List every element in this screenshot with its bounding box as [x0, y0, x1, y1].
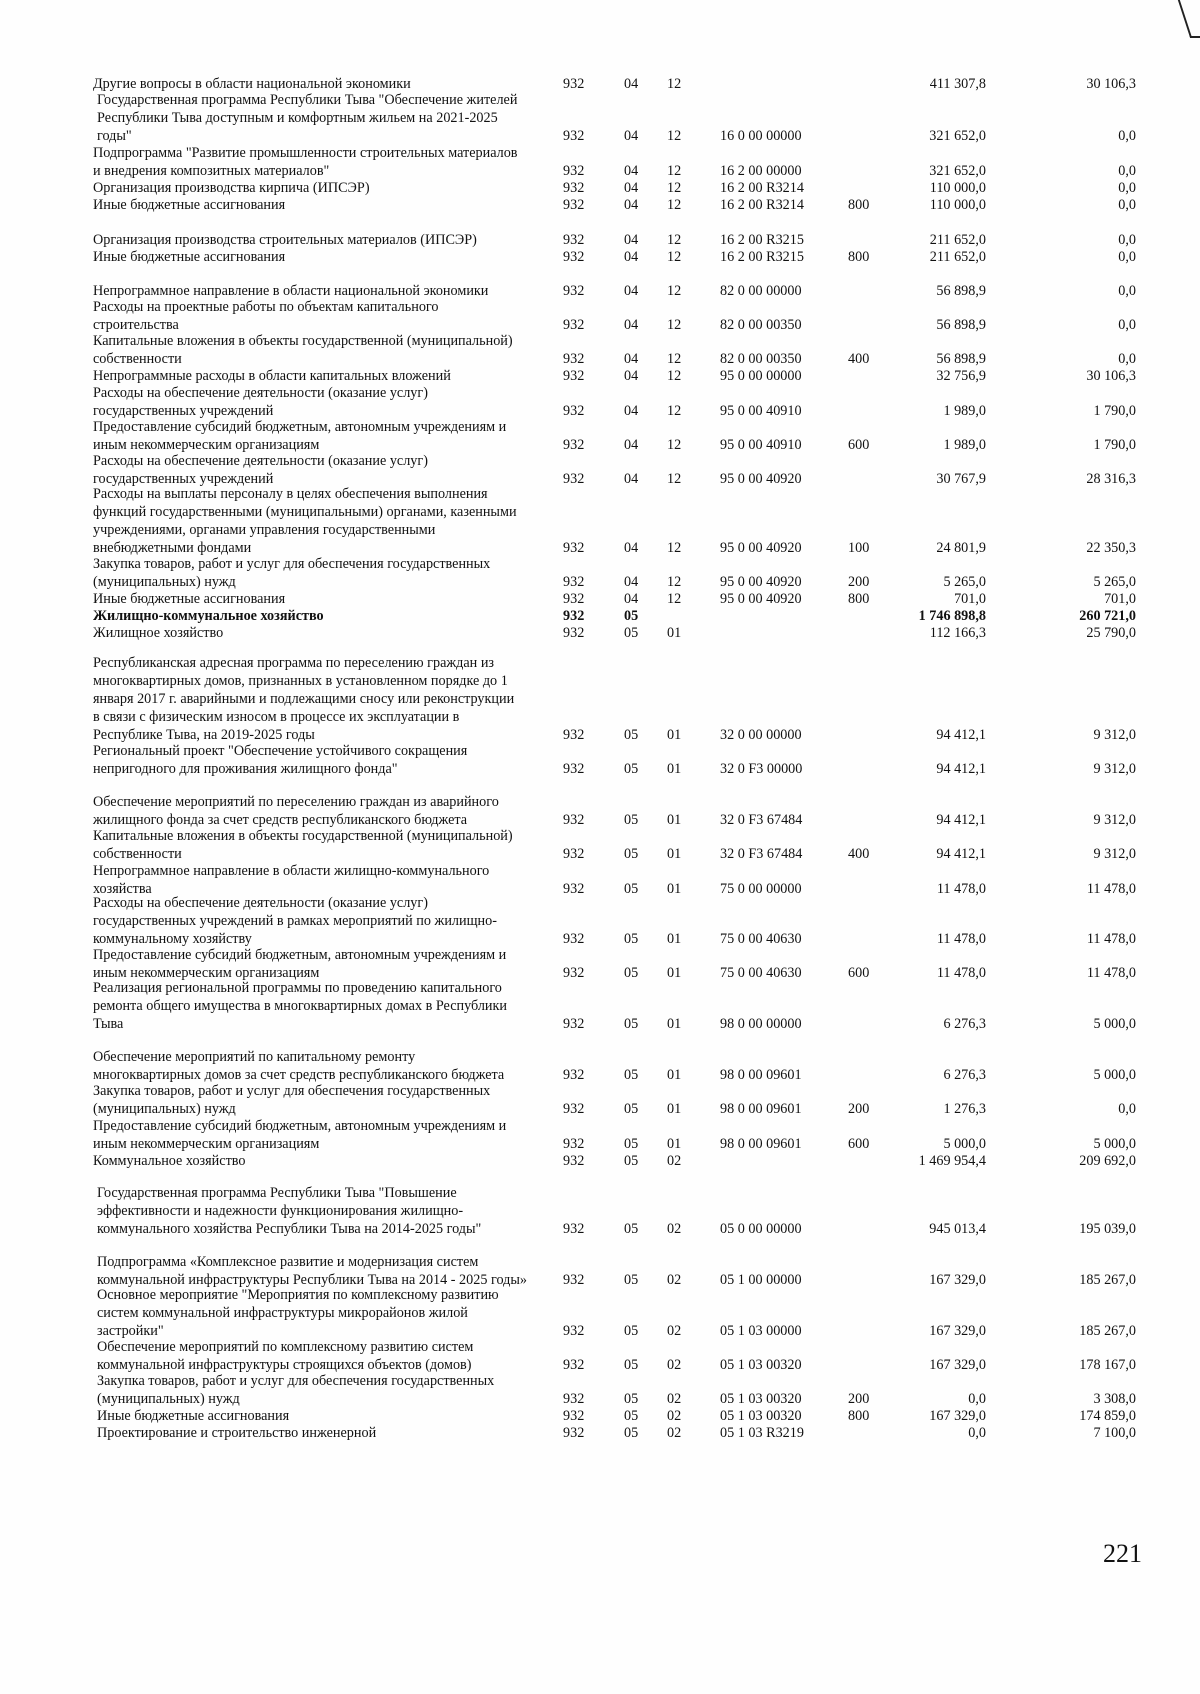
amount-year-1: 30 767,9: [936, 471, 986, 487]
row-name: Непрограммные расходы в области капитальных вложений: [93, 368, 451, 384]
code-expense-type: 600: [848, 965, 870, 981]
code-target: 95 0 00 40920: [720, 574, 802, 590]
amount-year-1: 167 329,0: [929, 1408, 986, 1424]
code-admin: 932: [563, 128, 585, 144]
code-expense-type: 200: [848, 1101, 870, 1117]
row-name: Обеспечение мероприятий по комплексному развитию систем коммунальной инфраструктуры строящихся объектов (домов): [97, 1339, 474, 1373]
code-target: 82 0 00 00350: [720, 317, 802, 333]
code-subsection: 02: [667, 1357, 682, 1373]
code-subsection: 02: [667, 1272, 682, 1288]
code-subsection: 01: [667, 1067, 682, 1083]
code-target: 82 0 00 00350: [720, 351, 802, 367]
code-admin: 932: [563, 471, 585, 487]
row-name: Непрограммное направление в области жилищно-коммунального хозяйства: [93, 863, 490, 897]
amount-year-2: 25 790,0: [1086, 625, 1136, 641]
code-subsection: 12: [667, 249, 682, 265]
code-subsection: 02: [667, 1153, 682, 1169]
code-section: 04: [624, 249, 639, 265]
amount-year-2: 1 790,0: [1093, 437, 1136, 453]
amount-year-1: 321 652,0: [929, 128, 986, 144]
code-subsection: 12: [667, 368, 682, 384]
code-admin: 932: [563, 283, 585, 299]
row-name: Государственная программа Республики Тыва "Обеспечение жителей Республики Тыва доступным и комфортным жильем на 2021-2025 годы": [97, 92, 518, 144]
row-name: Коммунальное хозяйство: [93, 1153, 246, 1169]
row-name: Расходы на выплаты персоналу в целях обеспечения выполнения функций государственными (муниципальными) органами, казенными учреждениями, органами управления государственными внебюджетными фондами: [93, 486, 517, 556]
code-subsection: 02: [667, 1221, 682, 1237]
code-target: 98 0 00 09601: [720, 1101, 802, 1117]
code-section: 05: [624, 1272, 639, 1288]
code-admin: 932: [563, 591, 585, 607]
code-section: 05: [624, 1221, 639, 1237]
row-name: Расходы на проектные работы по объектам капитального строительства: [93, 299, 439, 333]
code-section: 05: [624, 931, 639, 947]
amount-year-1: 56 898,9: [936, 317, 986, 333]
amount-year-1: 1 746 898,8: [918, 608, 986, 624]
code-subsection: 12: [667, 351, 682, 367]
amount-year-2: 0,0: [1118, 249, 1136, 265]
code-subsection: 01: [667, 812, 682, 828]
amount-year-1: 5 265,0: [943, 574, 986, 590]
row-name: Подпрограмма «Комплексное развитие и модернизация систем коммунальной инфраструктуры Республики Тыва на 2014 - 2025 годы»: [97, 1254, 527, 1288]
code-expense-type: 800: [848, 591, 870, 607]
row-name: Иные бюджетные ассигнования: [97, 1408, 290, 1424]
code-admin: 932: [563, 1272, 585, 1288]
amount-year-2: 30 106,3: [1086, 76, 1136, 92]
code-target: 32 0 F3 67484: [720, 846, 803, 862]
row-name: Предоставление субсидий бюджетным, автономным учреждениям и иным некоммерческим организациям: [93, 1118, 507, 1152]
code-subsection: 01: [667, 965, 682, 981]
code-expense-type: 800: [848, 197, 870, 213]
code-subsection: 12: [667, 76, 682, 92]
code-subsection: 01: [667, 846, 682, 862]
code-subsection: 12: [667, 540, 682, 556]
amount-year-1: 167 329,0: [929, 1272, 986, 1288]
amount-year-2: 3 308,0: [1093, 1391, 1136, 1407]
code-section: 05: [624, 1391, 639, 1407]
code-admin: 932: [563, 1357, 585, 1373]
row-name: Расходы на обеспечение деятельности (оказание услуг) государственных учреждений: [93, 385, 428, 419]
amount-year-2: 0,0: [1118, 128, 1136, 144]
amount-year-2: 0,0: [1118, 1101, 1136, 1117]
code-target: 32 0 F3 67484: [720, 812, 803, 828]
code-subsection: 02: [667, 1408, 682, 1424]
amount-year-1: 94 412,1: [936, 761, 986, 777]
code-subsection: 01: [667, 1136, 682, 1152]
code-section: 05: [624, 1323, 639, 1339]
row-name: Организация производства кирпича (ИПСЭР): [93, 180, 370, 196]
code-section: 05: [624, 965, 639, 981]
code-admin: 932: [563, 76, 585, 92]
row-name: Государственная программа Республики Тыва "Повышение эффективности и надежности функционирования жилищно-коммунального хозяйства Республики Тыва на 2014-2025 годы": [97, 1185, 482, 1237]
amount-year-1: 6 276,3: [943, 1016, 986, 1032]
code-subsection: 12: [667, 197, 682, 213]
row-name: Расходы на обеспечение деятельности (оказание услуг) государственных учреждений в рамках мероприятий по жилищно-коммунальному хозяйству: [93, 895, 497, 947]
code-subsection: 01: [667, 761, 682, 777]
row-name: Закупка товаров, работ и услуг для обеспечения государственных (муниципальных) нужд: [93, 1083, 491, 1117]
code-admin: 932: [563, 1153, 585, 1169]
code-expense-type: 800: [848, 1408, 870, 1424]
amount-year-1: 94 412,1: [936, 846, 986, 862]
row-name: Организация производства строительных материалов (ИПСЭР): [93, 232, 477, 248]
amount-year-1: 112 166,3: [929, 625, 986, 641]
amount-year-2: 0,0: [1118, 232, 1136, 248]
code-admin: 932: [563, 812, 585, 828]
row-name: Капитальные вложения в объекты государственной (муниципальной) собственности: [93, 333, 513, 367]
code-target: 16 2 00 00000: [720, 163, 802, 179]
amount-year-2: 1 790,0: [1093, 403, 1136, 419]
amount-year-1: 211 652,0: [929, 249, 986, 265]
code-subsection: 02: [667, 1323, 682, 1339]
amount-year-2: 178 167,0: [1079, 1357, 1136, 1373]
code-section: 04: [624, 574, 639, 590]
code-section: 04: [624, 591, 639, 607]
row-name: Иные бюджетные ассигнования: [93, 591, 286, 607]
code-expense-type: 800: [848, 249, 870, 265]
code-section: 04: [624, 128, 639, 144]
code-expense-type: 400: [848, 846, 870, 862]
row-name: Иные бюджетные ассигнования: [93, 197, 286, 213]
row-name: Закупка товаров, работ и услуг для обеспечения государственных (муниципальных) нужд: [93, 556, 491, 590]
row-name: Закупка товаров, работ и услуг для обеспечения государственных (муниципальных) нужд: [97, 1373, 495, 1407]
code-expense-type: 100: [848, 540, 870, 556]
code-target: 75 0 00 40630: [720, 931, 802, 947]
code-target: 95 0 00 00000: [720, 368, 802, 384]
code-subsection: 12: [667, 128, 682, 144]
code-section: 05: [624, 1153, 639, 1169]
code-target: 95 0 00 40910: [720, 403, 802, 419]
code-admin: 932: [563, 846, 585, 862]
code-target: 98 0 00 09601: [720, 1067, 802, 1083]
code-target: 32 0 F3 00000: [720, 761, 803, 777]
amount-year-2: 30 106,3: [1086, 368, 1136, 384]
code-admin: 932: [563, 1067, 585, 1083]
code-admin: 932: [563, 761, 585, 777]
row-name: Подпрограмма "Развитие промышленности строительных материалов и внедрения композитных материалов": [93, 145, 518, 179]
row-name: Проектирование и строительство инженерной: [97, 1425, 377, 1441]
amount-year-2: 701,0: [1104, 591, 1136, 607]
code-admin: 932: [563, 163, 585, 179]
amount-year-1: 56 898,9: [936, 351, 986, 367]
code-target: 16 2 00 R3214: [720, 180, 804, 196]
amount-year-1: 94 412,1: [936, 727, 986, 743]
code-expense-type: 600: [848, 1136, 870, 1152]
row-name: Жилищное хозяйство: [93, 625, 224, 641]
code-target: 16 2 00 R3215: [720, 249, 804, 265]
page-number: 221: [1103, 1539, 1142, 1568]
code-target: 16 2 00 R3214: [720, 197, 804, 213]
code-section: 04: [624, 471, 639, 487]
code-target: 95 0 00 40910: [720, 437, 802, 453]
code-subsection: 01: [667, 625, 682, 641]
code-admin: 932: [563, 931, 585, 947]
amount-year-1: 211 652,0: [929, 232, 986, 248]
code-admin: 932: [563, 1323, 585, 1339]
amount-year-2: 0,0: [1118, 351, 1136, 367]
code-admin: 932: [563, 1391, 585, 1407]
code-admin: 932: [563, 1101, 585, 1117]
amount-year-1: 6 276,3: [943, 1067, 986, 1083]
code-section: 04: [624, 283, 639, 299]
amount-year-1: 94 412,1: [936, 812, 986, 828]
code-section: 04: [624, 403, 639, 419]
code-section: 04: [624, 368, 639, 384]
amount-year-2: 0,0: [1118, 163, 1136, 179]
code-target: 05 1 03 00000: [720, 1323, 802, 1339]
code-subsection: 01: [667, 881, 682, 897]
code-target: 82 0 00 00000: [720, 283, 802, 299]
amount-year-1: 11 478,0: [936, 965, 986, 981]
row-name: Капитальные вложения в объекты государственной (муниципальной) собственности: [93, 828, 513, 862]
code-subsection: 12: [667, 471, 682, 487]
code-admin: 932: [563, 1408, 585, 1424]
amount-year-2: 9 312,0: [1093, 761, 1136, 777]
code-section: 04: [624, 163, 639, 179]
amount-year-1: 110 000,0: [929, 180, 986, 196]
code-subsection: 01: [667, 727, 682, 743]
amount-year-2: 174 859,0: [1079, 1408, 1136, 1424]
code-admin: 932: [563, 351, 585, 367]
code-section: 05: [624, 727, 639, 743]
code-admin: 932: [563, 1136, 585, 1152]
row-name: Предоставление субсидий бюджетным, автономным учреждениям и иным некоммерческим организациям: [93, 419, 507, 453]
code-subsection: 12: [667, 283, 682, 299]
amount-year-2: 185 267,0: [1079, 1323, 1136, 1339]
code-section: 04: [624, 540, 639, 556]
code-admin: 932: [563, 1016, 585, 1032]
code-subsection: 12: [667, 403, 682, 419]
amount-year-1: 1 989,0: [943, 437, 986, 453]
amount-year-2: 0,0: [1118, 180, 1136, 196]
amount-year-1: 1 276,3: [943, 1101, 986, 1117]
code-section: 05: [624, 1101, 639, 1117]
amount-year-1: 110 000,0: [929, 197, 986, 213]
amount-year-1: 167 329,0: [929, 1323, 986, 1339]
row-name: Региональный проект "Обеспечение устойчивого сокращения непригодного для проживания жилищного фонда": [93, 743, 468, 777]
code-admin: 932: [563, 574, 585, 590]
code-subsection: 12: [667, 317, 682, 333]
code-section: 04: [624, 76, 639, 92]
code-section: 05: [624, 1425, 639, 1441]
code-section: 05: [624, 1357, 639, 1373]
amount-year-2: 209 692,0: [1079, 1153, 1136, 1169]
code-section: 05: [624, 812, 639, 828]
code-admin: 932: [563, 608, 585, 624]
amount-year-1: 0,0: [968, 1391, 986, 1407]
amount-year-2: 5 000,0: [1093, 1067, 1136, 1083]
code-subsection: 12: [667, 163, 682, 179]
code-section: 05: [624, 1408, 639, 1424]
amount-year-1: 167 329,0: [929, 1357, 986, 1373]
code-admin: 932: [563, 403, 585, 419]
code-target: 16 0 00 00000: [720, 128, 802, 144]
amount-year-2: 260 721,0: [1079, 608, 1136, 624]
amount-year-2: 185 267,0: [1079, 1272, 1136, 1288]
amount-year-1: 945 013,4: [929, 1221, 986, 1237]
amount-year-2: 9 312,0: [1093, 727, 1136, 743]
amount-year-2: 22 350,3: [1086, 540, 1136, 556]
code-section: 05: [624, 761, 639, 777]
code-target: 95 0 00 40920: [720, 471, 802, 487]
code-subsection: 01: [667, 931, 682, 947]
row-name: Основное мероприятие "Мероприятия по комплексному развитию систем коммунальной инфраструктуры микрорайонов жилой застройки": [97, 1287, 499, 1339]
row-name: Иные бюджетные ассигнования: [93, 249, 286, 265]
amount-year-1: 321 652,0: [929, 163, 986, 179]
code-admin: 932: [563, 1221, 585, 1237]
code-target: 05 1 03 R3219: [720, 1425, 804, 1441]
code-admin: 932: [563, 180, 585, 196]
amount-year-2: 5 000,0: [1093, 1016, 1136, 1032]
code-target: 32 0 00 00000: [720, 727, 802, 743]
amount-year-2: 0,0: [1118, 283, 1136, 299]
row-name: Обеспечение мероприятий по капитальному ремонту многоквартирных домов за счет средств республиканского бюджета: [93, 1049, 505, 1083]
row-name: Предоставление субсидий бюджетным, автономным учреждениям и иным некоммерческим организациям: [93, 947, 507, 981]
code-admin: 932: [563, 881, 585, 897]
amount-year-2: 5 265,0: [1093, 574, 1136, 590]
amount-year-1: 701,0: [954, 591, 986, 607]
code-target: 05 1 03 00320: [720, 1408, 802, 1424]
amount-year-2: 11 478,0: [1086, 881, 1136, 897]
code-admin: 932: [563, 317, 585, 333]
amount-year-1: 24 801,9: [936, 540, 986, 556]
code-section: 05: [624, 625, 639, 641]
code-admin: 932: [563, 727, 585, 743]
amount-year-1: 1 989,0: [943, 403, 986, 419]
amount-year-1: 11 478,0: [936, 931, 986, 947]
amount-year-2: 0,0: [1118, 197, 1136, 213]
code-section: 04: [624, 317, 639, 333]
code-subsection: 02: [667, 1391, 682, 1407]
code-admin: 932: [563, 368, 585, 384]
code-subsection: 12: [667, 591, 682, 607]
code-section: 05: [624, 608, 639, 624]
amount-year-1: 32 756,9: [936, 368, 986, 384]
code-admin: 932: [563, 540, 585, 556]
amount-year-2: 11 478,0: [1086, 965, 1136, 981]
row-name: Жилищно-коммунальное хозяйство: [93, 608, 324, 624]
code-section: 05: [624, 1016, 639, 1032]
amount-year-1: 11 478,0: [936, 881, 986, 897]
code-section: 05: [624, 1136, 639, 1152]
code-section: 04: [624, 180, 639, 196]
amount-year-2: 11 478,0: [1086, 931, 1136, 947]
row-name: Расходы на обеспечение деятельности (оказание услуг) государственных учреждений: [93, 453, 428, 487]
code-admin: 932: [563, 232, 585, 248]
amount-year-2: 9 312,0: [1093, 812, 1136, 828]
code-subsection: 12: [667, 180, 682, 196]
code-section: 05: [624, 1067, 639, 1083]
code-admin: 932: [563, 625, 585, 641]
code-target: 16 2 00 R3215: [720, 232, 804, 248]
row-name: Обеспечение мероприятий по переселению граждан из аварийного жилищного фонда за счет средств республиканского бюджета: [93, 794, 499, 828]
code-subsection: 12: [667, 437, 682, 453]
code-subsection: 01: [667, 1101, 682, 1117]
code-target: 05 1 03 00320: [720, 1357, 802, 1373]
code-expense-type: 400: [848, 351, 870, 367]
code-admin: 932: [563, 249, 585, 265]
code-subsection: 01: [667, 1016, 682, 1032]
code-target: 98 0 00 00000: [720, 1016, 802, 1032]
code-target: 95 0 00 40920: [720, 540, 802, 556]
code-admin: 932: [563, 1425, 585, 1441]
amount-year-2: 0,0: [1118, 317, 1136, 333]
code-section: 04: [624, 437, 639, 453]
row-name: Другие вопросы в области национальной экономики: [93, 76, 411, 92]
amount-year-1: 0,0: [968, 1425, 986, 1441]
code-target: 75 0 00 40630: [720, 965, 802, 981]
code-expense-type: 200: [848, 574, 870, 590]
code-expense-type: 600: [848, 437, 870, 453]
code-target: 05 1 03 00320: [720, 1391, 802, 1407]
code-admin: 932: [563, 437, 585, 453]
code-target: 95 0 00 40920: [720, 591, 802, 607]
code-target: 75 0 00 00000: [720, 881, 802, 897]
code-subsection: 12: [667, 232, 682, 248]
code-section: 05: [624, 881, 639, 897]
row-name: Республиканская адресная программа по переселению граждан из многоквартирных домов, признанных в установленном порядке до 1 января 2017 г. аварийными и подлежащими сносу или реконструкции в связи с физическим износом в процессе их эксплуатации в Республике Тыва, на 2019-2025 годы: [93, 655, 515, 743]
code-admin: 932: [563, 197, 585, 213]
row-name: Реализация региональной программы по проведению капитального ремонта общего имущества в многоквартирных домах в Республики Тыва: [93, 980, 508, 1032]
amount-year-1: 56 898,9: [936, 283, 986, 299]
amount-year-2: 28 316,3: [1086, 471, 1136, 487]
row-name: Непрограммное направление в области национальной экономики: [93, 283, 489, 299]
amount-year-2: 9 312,0: [1093, 846, 1136, 862]
amount-year-2: 5 000,0: [1093, 1136, 1136, 1152]
code-section: 04: [624, 351, 639, 367]
code-target: 05 0 00 00000: [720, 1221, 802, 1237]
amount-year-2: 195 039,0: [1079, 1221, 1136, 1237]
amount-year-1: 1 469 954,4: [918, 1153, 986, 1169]
code-target: 98 0 00 09601: [720, 1136, 802, 1152]
code-subsection: 02: [667, 1425, 682, 1441]
code-target: 05 1 00 00000: [720, 1272, 802, 1288]
code-admin: 932: [563, 965, 585, 981]
code-section: 05: [624, 846, 639, 862]
amount-year-2: 7 100,0: [1093, 1425, 1136, 1441]
code-expense-type: 200: [848, 1391, 870, 1407]
code-section: 04: [624, 232, 639, 248]
code-subsection: 12: [667, 574, 682, 590]
amount-year-1: 411 307,8: [929, 76, 986, 92]
amount-year-1: 5 000,0: [943, 1136, 986, 1152]
code-section: 04: [624, 197, 639, 213]
